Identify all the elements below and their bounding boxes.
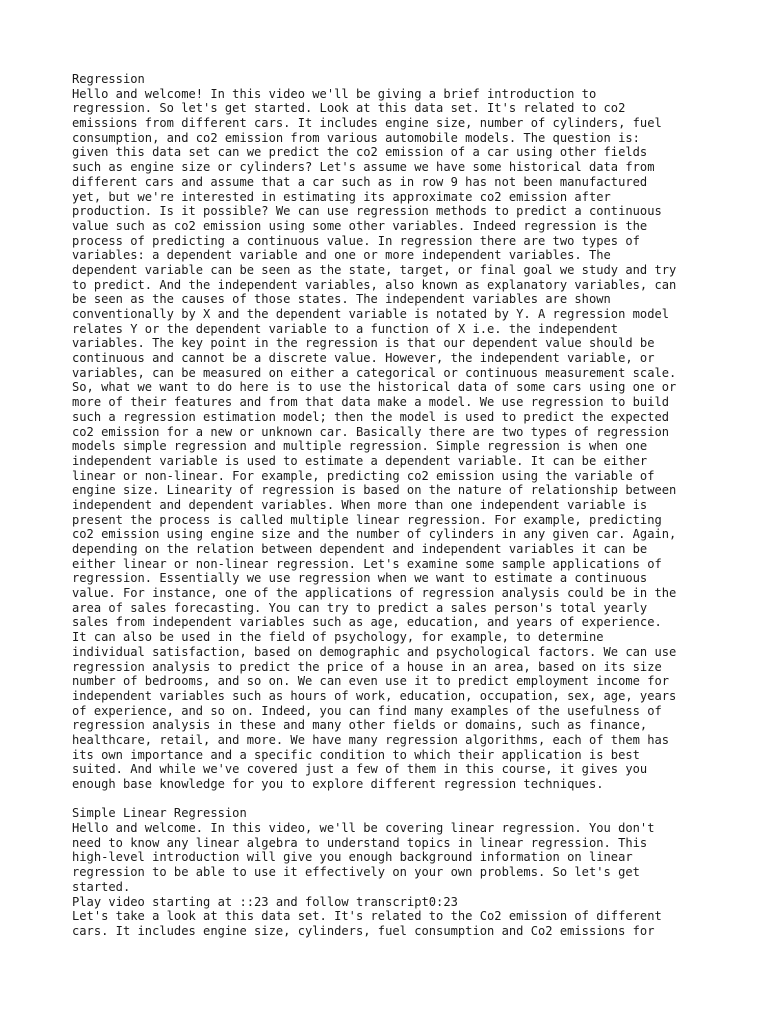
text-line: either linear or non-linear regression. Let's examine some sample applications of [72, 556, 662, 571]
text-line: suited. And while we've covered just a few of them in this course, it gives you [72, 762, 648, 777]
text-line: engine size. Linearity of regression is based on the nature of relationship between [72, 483, 677, 498]
text-line: to predict. And the independent variables, also known as explanatory variables, can [72, 277, 677, 292]
text-line: variables: a dependent variable and one or more independent variables. The [72, 248, 611, 263]
text-line: cars. It includes engine size, cylinders, fuel consumption and Co2 emissions for [72, 923, 655, 938]
text-line: value such as co2 emission using some other variables. Indeed regression is the [72, 218, 648, 233]
text-line: Hello and welcome. In this video, we'll be covering linear regression. You don't [72, 821, 655, 836]
text-line: Let's take a look at this data set. It's related to the Co2 emission of different [72, 909, 662, 924]
text-line: regression. Essentially we use regression when we want to estimate a continuous [72, 571, 648, 586]
text-line: continuous and cannot be a discrete value. However, the independent variable, or [72, 351, 655, 366]
text-line: relates Y or the dependent variable to a function of X i.e. the independent [72, 321, 619, 336]
text-line: high-level introduction will give you enough background information on linear [72, 850, 633, 865]
text-line: independent variable is used to estimate a dependent variable. It can be either [72, 453, 648, 468]
text-line: given this data set can we predict the co2 emission of a car using other fields [72, 145, 648, 160]
text-line: regression analysis to predict the price of a house in an area, based on its size [72, 659, 662, 674]
text-line: present the process is called multiple linear regression. For example, predicting [72, 512, 662, 527]
text-line: area of sales forecasting. You can try to predict a sales person's total yearly [72, 600, 648, 615]
text-line: Play video starting at ::23 and follow transcript0:23 [72, 894, 458, 909]
section-regression [72, 72, 712, 792]
text-line: depending on the relation between dependent and independent variables it can be [72, 542, 648, 556]
section-title: Simple Linear Regression [72, 806, 247, 821]
text-line: emissions from different cars. It includes engine size, number of cylinders, fuel [72, 116, 662, 131]
text-line: models simple regression and multiple regression. Simple regression is when one [72, 439, 648, 454]
text-line: process of predicting a continuous value. In regression there are two types of [72, 233, 640, 248]
text-line: co2 emission using engine size and the number of cylinders in any given car. Again, [72, 527, 677, 542]
text-line: Hello and welcome! In this video we'll be giving a brief introduction to [72, 86, 597, 101]
text-line: variables. The key point in the regression is that our dependent value should be [72, 336, 655, 351]
text-line: need to know any linear algebra to understand topics in linear regression. This [72, 835, 648, 850]
text-line: be seen as the causes of those states. The independent variables are shown [72, 292, 611, 307]
text-line: linear or non-linear. For example, predicting co2 emission using the variable of [72, 468, 655, 483]
text-line: It can also be used in the field of psychology, for example, to determine [72, 630, 604, 645]
text-line: dependent variable can be seen as the state, target, or final goal we study and try [72, 262, 677, 277]
section-body [72, 821, 712, 939]
text-line: individual satisfaction, based on demographic and psychological factors. We can use [72, 644, 677, 659]
section-gap [72, 792, 712, 807]
text-line: consumption, and co2 emission from various automobile models. The question is: [72, 130, 640, 145]
text-line: value. For instance, one of the applications of regression analysis could be in the [72, 586, 677, 601]
text-line: sales from independent variables such as age, education, and years of experience. [72, 615, 662, 630]
text-line: enough base knowledge for you to explore different regression techniques. [72, 777, 604, 791]
text-line: started. [72, 879, 131, 894]
text-line: such as engine size or cylinders? Let's assume we have some historical data from [72, 160, 655, 175]
text-line: co2 emission for a new or unknown car. Basically there are two types of regression [72, 424, 670, 439]
text-line: independent variables such as hours of work, education, occupation, sex, age, years [72, 688, 677, 703]
text-line: different cars and assume that a car such as in row 9 has not been manufactured [72, 174, 648, 189]
text-line: yet, but we're interested in estimating its approximate co2 emission after [72, 189, 611, 204]
text-line: of experience, and so on. Indeed, you can find many examples of the usefulness of [72, 703, 662, 718]
section-title: Regression [72, 72, 145, 86]
text-line: regression. So let's get started. Look at this data set. It's related to co2 [72, 101, 626, 116]
section-body [72, 87, 712, 792]
text-line: independent and dependent variables. When more than one independent variable is [72, 497, 648, 512]
text-line: production. Is it possible? We can use regression methods to predict a continuous [72, 204, 662, 219]
section-simple-linear-regression [72, 806, 712, 938]
document-page [72, 72, 712, 939]
text-line: its own importance and a specific condition to which their application is best [72, 747, 640, 762]
text-line: more of their features and from that data make a model. We use regression to build [72, 395, 670, 410]
text-line: regression analysis in these and many other fields or domains, such as finance, [72, 718, 648, 733]
text-line: So, what we want to do here is to use the historical data of some cars using one or [72, 380, 677, 395]
text-line: regression to be able to use it effectively on your own problems. So let's get [72, 865, 640, 880]
text-line: such a regression estimation model; then the model is used to predict the expected [72, 409, 670, 424]
text-line: healthcare, retail, and more. We have many regression algorithms, each of them has [72, 732, 670, 747]
text-line: number of bedrooms, and so on. We can even use it to predict employment income for [72, 674, 670, 689]
text-line: variables, can be measured on either a categorical or continuous measurement scale. [72, 365, 677, 380]
text-line: conventionally by X and the dependent variable is notated by Y. A regression model [72, 307, 670, 321]
